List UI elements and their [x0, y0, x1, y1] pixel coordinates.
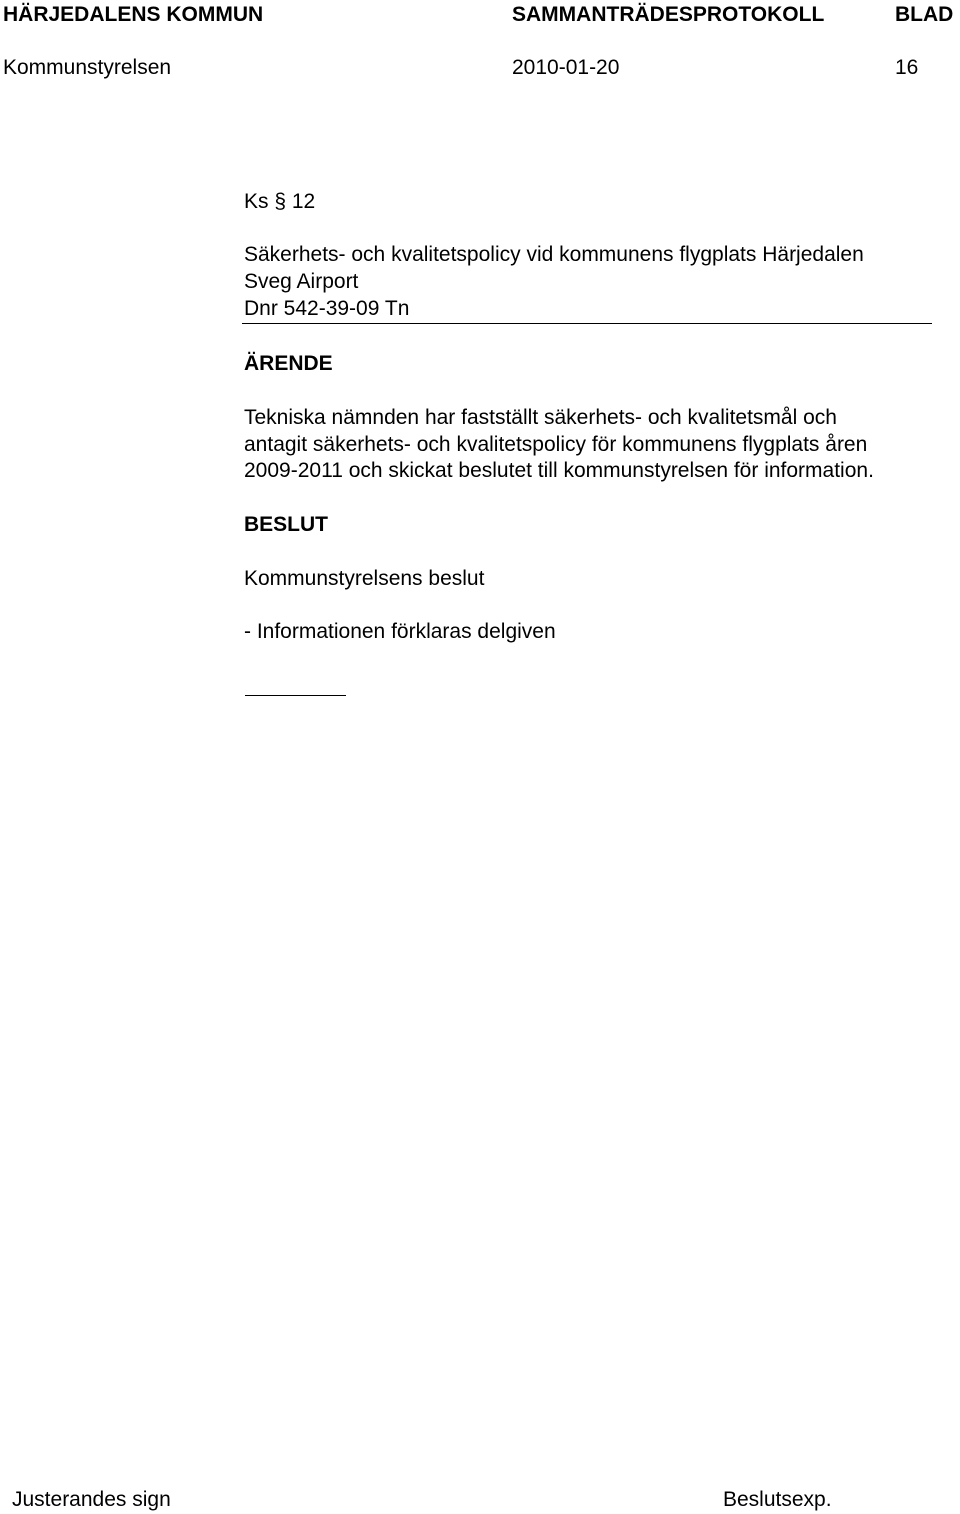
matter-line-2: antagit säkerhets- och kvalitetspolicy för kommunens flygplats åren [244, 432, 868, 456]
decision-heading: BESLUT [244, 513, 328, 536]
meeting-date: 2010-01-20 [512, 56, 620, 79]
registration-number: Dnr 542-39-09 Tn [244, 297, 410, 320]
committee-name: Kommunstyrelsen [3, 56, 172, 79]
case-title-line-1: Säkerhets- och kvalitetspolicy vid kommunens flygplats Härjedalen [244, 243, 864, 266]
matter-text [244, 405, 960, 485]
matter-line-1: Tekniska nämnden har fastställt säkerhets- och kvalitetsmål och [244, 406, 837, 429]
decision-subheading: Kommunstyrelsens beslut [244, 567, 485, 590]
matter-line-3: 2009-2011 och skickat beslutet till kommunstyrelsen för information. [244, 459, 874, 482]
adjuster-signature-label: Justerandes sign [12, 1488, 171, 1511]
case-divider [242, 323, 932, 324]
matter-heading: ÄRENDE [244, 352, 333, 375]
document-type: SAMMANTRÄDESPROTOKOLL [512, 3, 825, 26]
decision-dispatch-label: Beslutsexp. [723, 1488, 832, 1511]
sheet-label: BLAD [895, 3, 954, 26]
case-paragraph: Ks § 12 [244, 190, 316, 213]
decision-item: - Informationen förklaras delgiven [244, 620, 556, 643]
end-rule [245, 695, 346, 696]
municipality-name: HÄRJEDALENS KOMMUN [3, 3, 264, 26]
page-number: 16 [895, 56, 919, 79]
case-title-line-2: Sveg Airport [244, 270, 359, 293]
